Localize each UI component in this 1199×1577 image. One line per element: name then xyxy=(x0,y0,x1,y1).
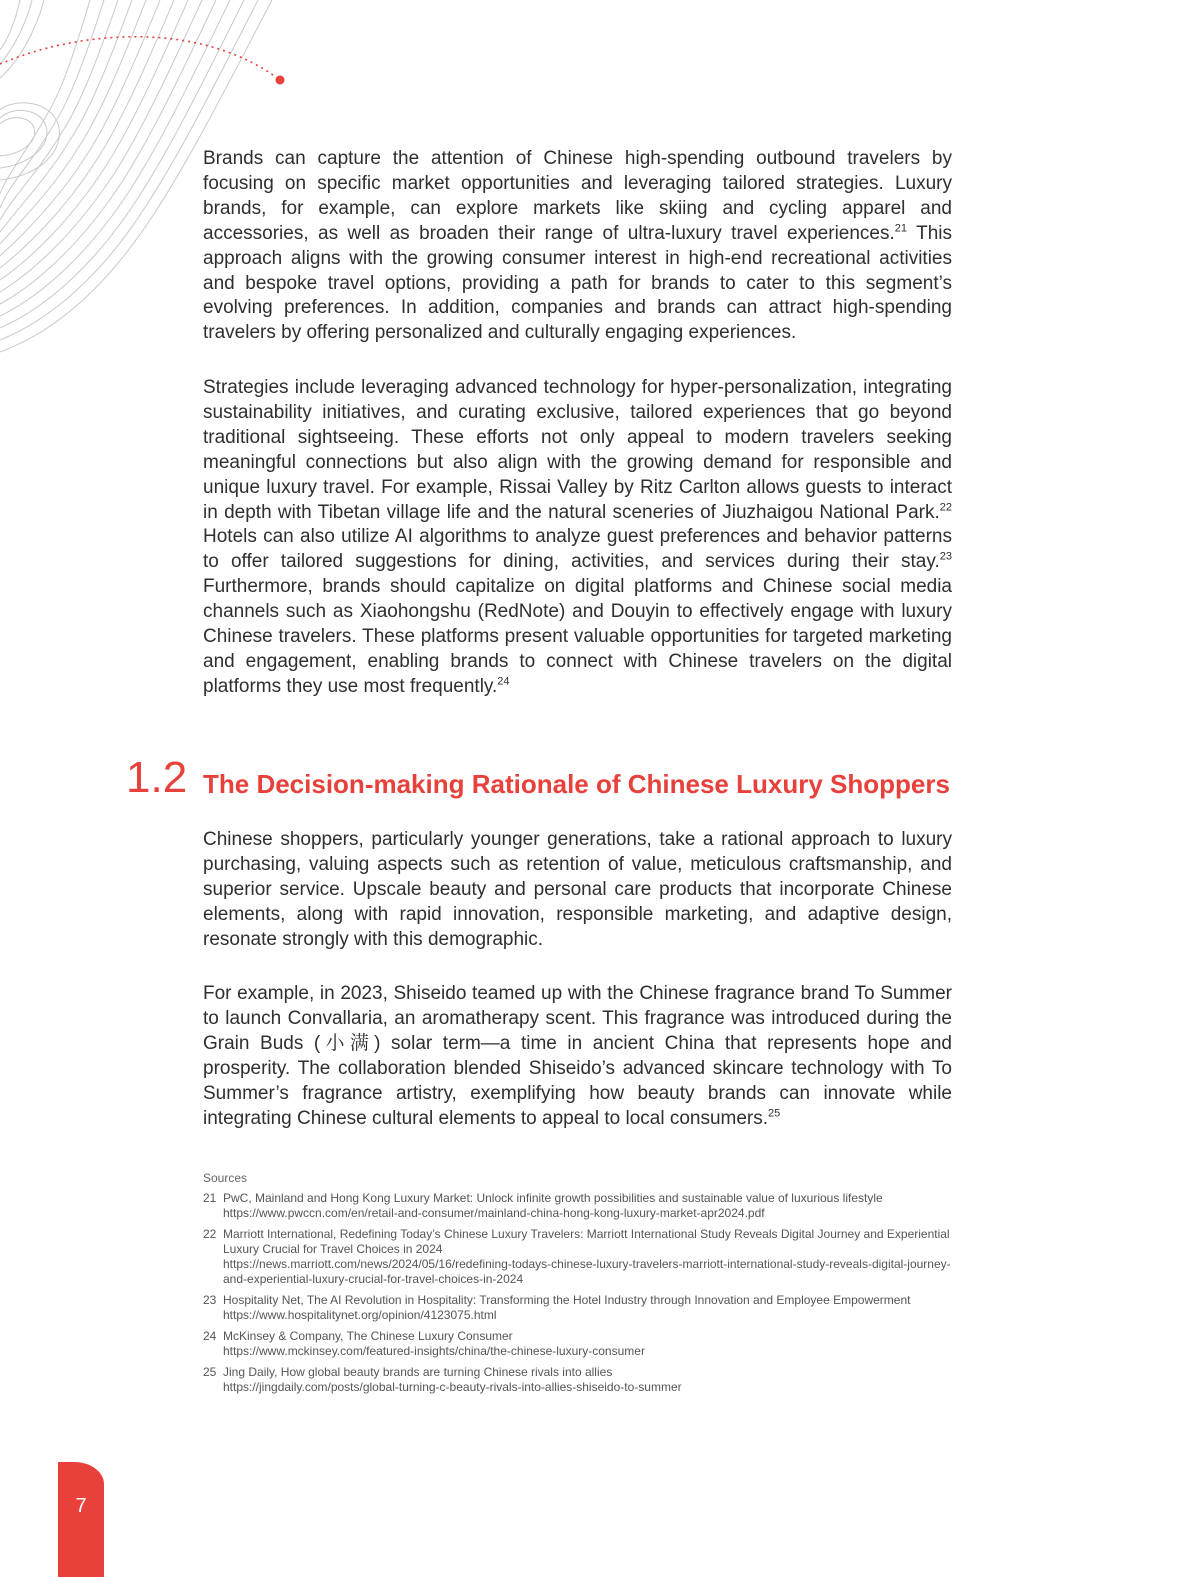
sources-section xyxy=(203,1171,963,1401)
source-number: 24 xyxy=(203,1329,217,1343)
source-title: McKinsey & Company, The Chinese Luxury Consumer xyxy=(223,1329,513,1343)
source-link[interactable]: https://www.pwccn.com/en/retail-and-consumer/mainland-china-hong-kong-luxury-market-apr2024.pdf xyxy=(223,1206,765,1220)
paragraph-4 xyxy=(203,982,952,1131)
paragraph-4-text: For example, in 2023, Shiseido teamed up with the Chinese fragrance brand To Summer to launch Convallaria, an aromatherapy scent. This fragrance was introduced during the Grain Buds (小满) solar term—a time in ancient China that represents hope and prosperity. The collaboration blended Shiseido’s advanced skincare technology with To Summer’s fragrance artistry, exemplifying how beauty brands can innovate while integrating Chinese cultural elements to appeal to local consumers. xyxy=(203,983,952,1129)
paragraph-3 xyxy=(203,828,952,953)
footnote-ref-25: 25 xyxy=(768,1107,781,1120)
paragraph-2 xyxy=(203,376,952,700)
footnote-ref-22: 22 xyxy=(939,501,952,514)
source-item xyxy=(203,1227,963,1287)
red-dot-decoration xyxy=(276,76,285,85)
section-number: 1.2 xyxy=(126,753,188,802)
dotted-arc-decoration xyxy=(0,37,280,80)
source-number: 23 xyxy=(203,1293,217,1307)
section-title: The Decision-making Rationale of Chinese Luxury Shoppers xyxy=(203,769,950,799)
paragraph-2-text-b: Hotels can also utilize AI algorithms to analyze guest preferences and behavior patterns to offer tailored suggestions for dining, activities, and services during their stay. xyxy=(203,526,952,573)
source-title: Jing Daily, How global beauty brands are turning Chinese rivals into allies xyxy=(223,1365,613,1379)
paragraph-1-text-b: This approach aligns with the growing consumer interest in high-end recreational activities and bespoke travel options, providing a path for brands to cater to this segment’s evolving preferences. In addition, companies and brands can attract high-spending travelers by offering personalized and culturally engaging experiences. xyxy=(203,222,952,344)
source-item xyxy=(203,1329,963,1359)
paragraph-1-text-a: Brands can capture the attention of Chinese high-spending outbound travelers by focusing on specific market opportunities and leveraging tailored strategies. Luxury brands, for example, can explore markets like skiing and cycling apparel and accessories, as well as broaden their range of ultra-luxury travel experiences. xyxy=(203,148,952,244)
page-number-tab xyxy=(58,1462,104,1577)
source-link[interactable]: https://www.hospitalitynet.org/opinion/4123075.html xyxy=(223,1308,497,1322)
source-link[interactable]: https://jingdaily.com/posts/global-turning-c-beauty-rivals-into-allies-shiseido-to-summer xyxy=(223,1380,682,1394)
source-link[interactable]: https://www.mckinsey.com/featured-insights/china/the-chinese-luxury-consumer xyxy=(223,1344,645,1358)
paragraph-2-text-c: Furthermore, brands should capitalize on digital platforms and Chinese social media channels such as Xiaohongshu (RedNote) and Douyin to effectively engage with luxury Chinese travelers. These platforms present valuable opportunities for targeted marketing and engagement, enabling brands to connect with Chinese travelers on the digital platforms they use most frequently. xyxy=(203,576,952,697)
paragraph-1 xyxy=(203,147,952,346)
source-number: 21 xyxy=(203,1191,217,1205)
source-item xyxy=(203,1365,963,1395)
source-number: 22 xyxy=(203,1227,217,1241)
footnote-ref-21: 21 xyxy=(894,222,908,235)
source-item xyxy=(203,1191,963,1221)
source-item xyxy=(203,1293,963,1323)
source-title: Hospitality Net, The AI Revolution in Hospitality: Transforming the Hotel Industry through Innovation and Employee Empowerment xyxy=(223,1293,911,1307)
footnote-ref-24: 24 xyxy=(497,675,510,688)
source-title: PwC, Mainland and Hong Kong Luxury Market: Unlock infinite growth possibilities and sustainable value of luxurious lifestyle xyxy=(223,1191,883,1205)
footnote-ref-23: 23 xyxy=(939,551,952,564)
source-link[interactable]: https://news.marriott.com/news/2024/05/16/redefining-todays-chinese-luxury-travelers-marriott-international-study-reveals-digital-journey-and-experiential-luxury-crucial-for-travel-choices-in-2024 xyxy=(223,1257,951,1286)
page-number: 7 xyxy=(75,1495,87,1517)
paragraph-3-text: Chinese shoppers, particularly younger generations, take a rational approach to luxury purchasing, valuing aspects such as retention of value, meticulous craftsmanship, and superior service. Upscale beauty and personal care products that incorporate Chinese elements, along with rapid innovation, responsible marketing, and adaptive design, resonate strongly with this demographic. xyxy=(203,829,952,950)
source-title: Marriott International, Redefining Today’s Chinese Luxury Travelers: Marriott International Study Reveals Digital Journey and Experiential Luxury Crucial for Travel Choices in 2024 xyxy=(223,1227,950,1256)
paragraph-2-text-a: Strategies include leveraging advanced technology for hyper-personalization, integrating sustainability initiatives, and curating exclusive, tailored experiences that go beyond traditional sightseeing. These efforts not only appeal to modern travelers seeking meaningful connections but also align with the growing demand for responsible and unique luxury travel. For example, Rissai Valley by Ritz Carlton allows guests to interact in depth with Tibetan village life and the natural sceneries of Jiuzhaigou National Park. xyxy=(203,377,952,523)
sources-heading: Sources xyxy=(203,1171,248,1185)
source-number: 25 xyxy=(203,1365,217,1379)
